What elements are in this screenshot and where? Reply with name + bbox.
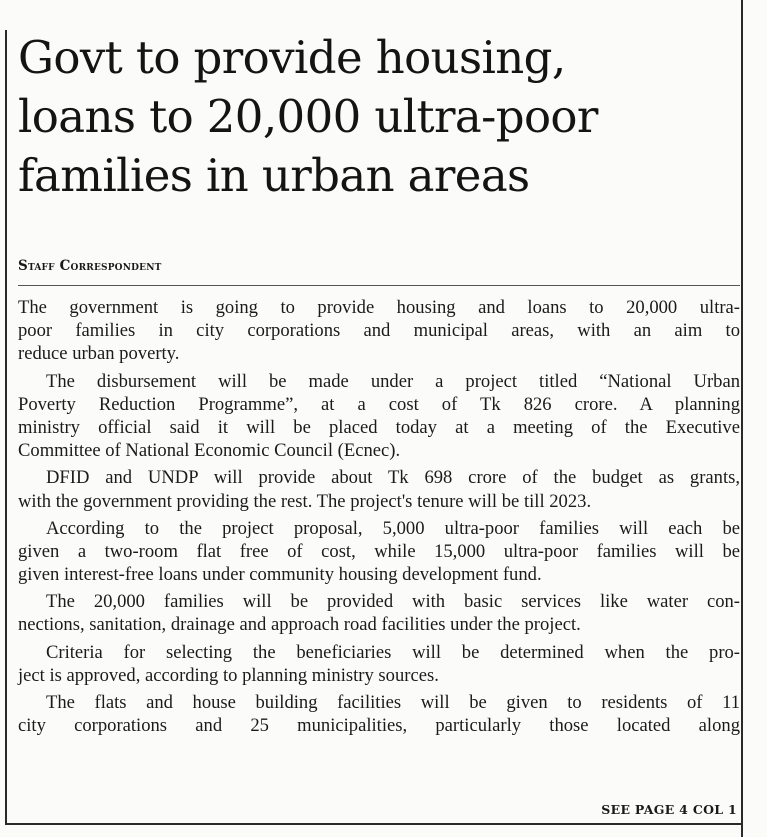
body-line: given a two-room flat free of cost, while 15,000 ultra-poor families will be bbox=[18, 540, 740, 562]
body-line: with the government providing the rest. The project's tenure will be till 2023. bbox=[18, 490, 592, 512]
headline-line: families in urban areas bbox=[18, 149, 530, 202]
body-line: According to the project proposal, 5,000 ultra-poor families will each be bbox=[46, 517, 740, 539]
body-line: Poverty Reduction Programme”, at a cost of Tk 826 crore. A planning bbox=[18, 393, 740, 415]
body-line: Criteria for selecting the beneficiaries will be determined when the pro- bbox=[46, 641, 740, 663]
body-line: ministry official said it will be placed today at a meeting of the Executive bbox=[18, 416, 740, 438]
body-line: The disbursement will be made under a project titled “National Urban bbox=[46, 370, 740, 392]
body-line: reduce urban poverty. bbox=[18, 343, 180, 365]
bottom-rule bbox=[5, 823, 743, 825]
body-line: The flats and house building facilities will be given to residents of 11 bbox=[46, 692, 740, 713]
continuation-note: SEE PAGE 4 COL 1 bbox=[601, 802, 737, 817]
headline-line: Govt to provide housing, bbox=[18, 31, 566, 84]
article-body bbox=[18, 296, 740, 737]
body-line: The 20,000 families will be provided with basic services like water con- bbox=[46, 591, 740, 613]
body-line: Committee of National Economic Council (Ecnec). bbox=[18, 440, 401, 462]
left-column-rule bbox=[5, 30, 7, 824]
body-line: ject is approved, according to planning ministry sources. bbox=[18, 664, 439, 686]
body-line: The government is going to provide housing and loans to 20,000 ultra- bbox=[18, 297, 740, 318]
byline: Staff Correspondent bbox=[18, 258, 162, 274]
body-line: nections, sanitation, drainage and approach road facilities under the project. bbox=[18, 614, 581, 636]
body-line: DFID and UNDP will provide about Tk 698 crore of the budget as grants, bbox=[46, 467, 740, 489]
right-column-rule bbox=[741, 0, 743, 837]
headline-line: loans to 20,000 ultra-poor bbox=[18, 90, 598, 143]
body-line: poor families in city corporations and municipal areas, with an aim to bbox=[18, 320, 740, 342]
byline-divider bbox=[18, 285, 740, 286]
body-line: city corporations and 25 municipalities, particularly those located along bbox=[18, 715, 740, 737]
body-line: given interest-free loans under community housing development fund. bbox=[18, 564, 542, 586]
headline bbox=[18, 28, 740, 205]
